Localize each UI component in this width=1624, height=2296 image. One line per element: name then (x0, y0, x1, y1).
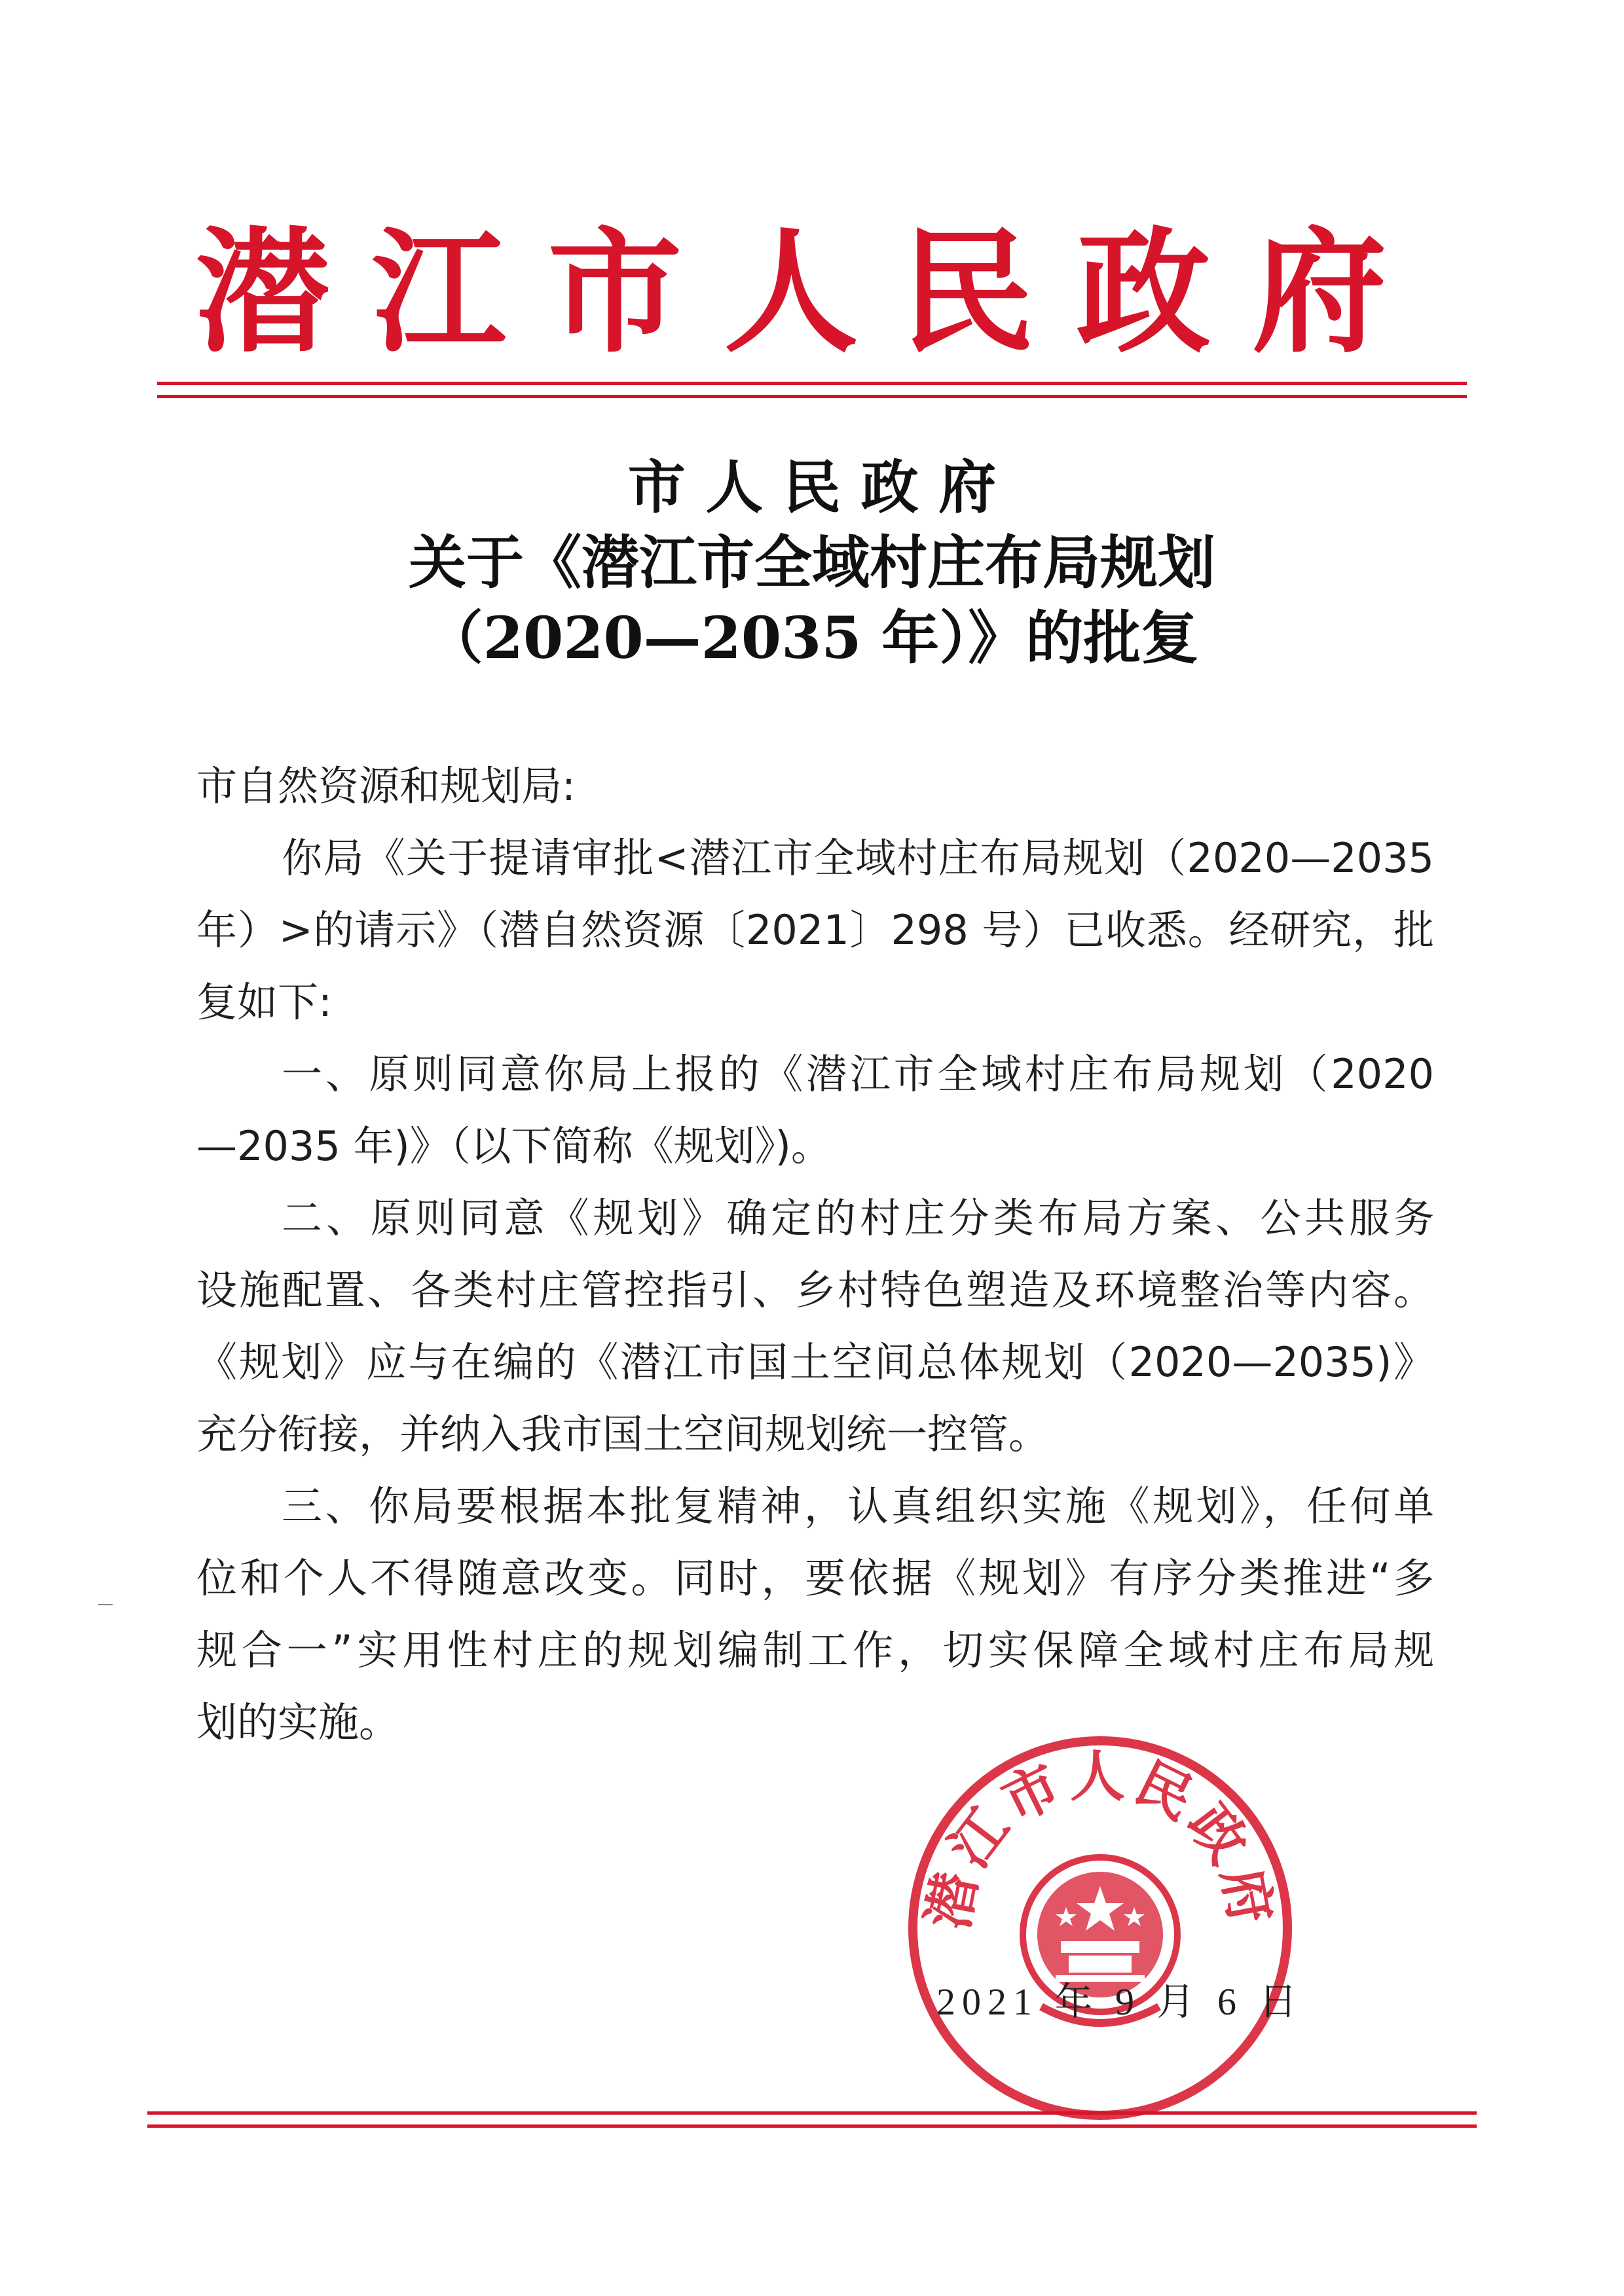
body-line: 《规划》应与在编的《潜江市国土空间总体规划（2020—2035)》 (196, 1338, 1434, 1386)
doc-title-line-2: 关于《潜江市全域村庄布局规划 (408, 528, 1215, 596)
body-line: 二、原则同意《规划》确定的村庄分类布局方案、公共服务 (282, 1194, 1434, 1242)
document-date: 2021 年 9 月 6 日 (936, 1980, 1304, 2023)
body-line: —2035 年)》（以下简称《规划》)。 (196, 1122, 832, 1170)
body-line: 年）>的请示》（潜自然资源〔2021〕298 号）已收悉。经研究，批 (196, 906, 1434, 954)
masthead: 潜江市人民政府 (195, 214, 1429, 371)
body-line: 划的实施。 (196, 1698, 400, 1746)
seal-text: 潜江市人民政府 (915, 1743, 1285, 1934)
body-line: 充分衔接，并纳入我市国土空间规划统一控管。 (196, 1410, 1050, 1458)
scan-mark (98, 1604, 113, 1605)
doc-title-line-3: （2020—2035 年）》的批复 (425, 604, 1199, 672)
body-line: 位和个人不得随意改变。同时，要依据《规划》有序分类推进“多 (196, 1554, 1434, 1602)
body-line: 规合一”实用性村庄的规划编制工作，切实保障全域村庄布局规 (196, 1626, 1434, 1674)
masthead-rule-bottom (157, 395, 1467, 398)
body-line: 三、你局要根据本批复精神，认真组织实施《规划》，任何单 (282, 1482, 1434, 1530)
masthead-rule-top (157, 382, 1467, 385)
footer-rule-bottom (147, 2124, 1477, 2128)
footer-rule-top (147, 2111, 1477, 2115)
body-line: 一、原则同意你局上报的《潜江市全域村庄布局规划（2020 (282, 1050, 1434, 1098)
official-seal (904, 1732, 1297, 2124)
body-line: 设施配置、各类村庄管控指引、乡村特色塑造及环境整治等内容。 (196, 1266, 1434, 1314)
salutation: 市自然资源和规划局: (196, 762, 576, 810)
doc-title-line-1: 市 人 民 政 府 (627, 453, 997, 521)
body-line: 复如下: (196, 978, 332, 1026)
body-line: 你局《关于提请审批<潜江市全域村庄布局规划（2020—2035 (282, 834, 1434, 882)
